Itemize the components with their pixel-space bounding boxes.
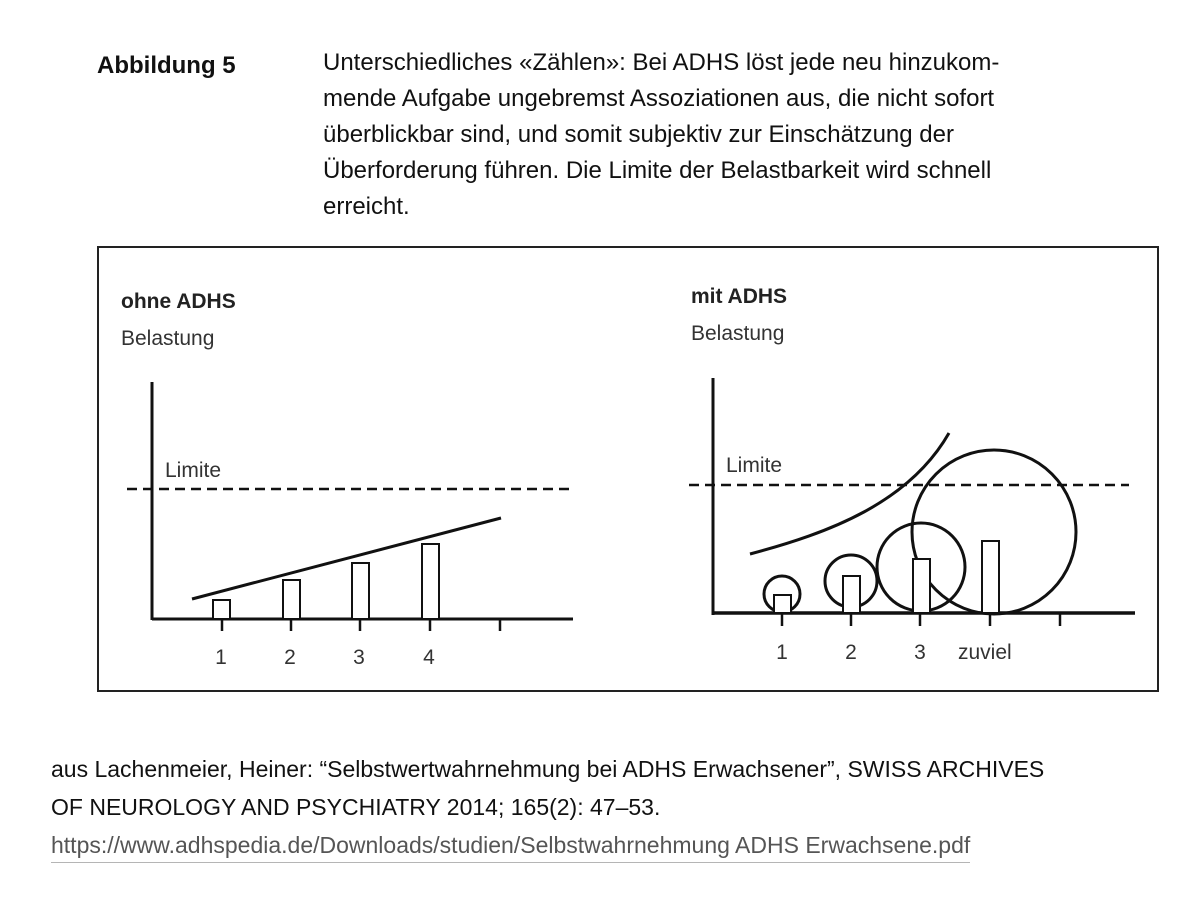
tick-label-1-left: 1 — [215, 646, 227, 669]
source-citation — [51, 750, 1171, 864]
diagram-svg — [99, 248, 1161, 694]
bar-4-right — [982, 541, 999, 613]
caption-line: mende Aufgabe ungebremst Assoziationen aus, die nicht sofort — [323, 85, 995, 112]
tick-label-1-right: 1 — [776, 641, 788, 664]
caption-line: überblickbar sind, und somit subjektiv zur Einschätzung der — [323, 121, 954, 148]
tick-label-zuviel-right: zuviel — [958, 641, 1012, 664]
source-link[interactable]: https://www.adhspedia.de/Downloads/studien/Selbstwahrnehmung ADHS Erwachsene.pdf — [51, 828, 970, 863]
trend-line-left — [192, 518, 501, 599]
caption-line: erreicht. — [323, 193, 410, 220]
panel-title-mit-adhs: mit ADHS — [691, 285, 788, 308]
y-axis-label-right: Belastung — [691, 322, 785, 345]
caption-line: Überforderung führen. Die Limite der Belastbarkeit wird schnell — [323, 157, 992, 184]
bar-1-left — [213, 600, 230, 619]
tick-label-4-left: 4 — [423, 646, 435, 669]
caption-line: Unterschiedliches «Zählen»: Bei ADHS löst jede neu hinzukom- — [323, 49, 1000, 76]
figure-caption — [323, 45, 1153, 225]
limit-label-left: Limite — [165, 459, 222, 482]
bar-1-right — [774, 595, 791, 613]
bar-2-left — [283, 580, 300, 619]
limit-label-right: Limite — [726, 454, 783, 477]
bar-3-right — [913, 559, 930, 613]
panel-mit-adhs — [689, 285, 1135, 664]
association-curve — [750, 433, 949, 554]
tick-label-2-left: 2 — [284, 646, 296, 669]
citation-line: aus Lachenmeier, Heiner: “Selbstwertwahrnehmung bei ADHS Erwachsener”, SWISS ARCHIVES — [51, 756, 1045, 782]
tick-label-3-right: 3 — [914, 641, 926, 664]
bar-3-left — [352, 563, 369, 619]
diagram-frame — [97, 246, 1159, 692]
y-axis-label-left: Belastung — [121, 327, 215, 350]
figure-label: Abbildung 5 — [97, 52, 236, 79]
bar-2-right — [843, 576, 860, 613]
source-link-wrapper — [51, 826, 1171, 864]
panel-title-ohne-adhs: ohne ADHS — [121, 290, 236, 313]
bar-4-left — [422, 544, 439, 619]
tick-label-3-left: 3 — [353, 646, 365, 669]
citation-line: OF NEUROLOGY AND PSYCHIATRY 2014; 165(2): 47–53. — [51, 794, 661, 820]
tick-label-2-right: 2 — [845, 641, 857, 664]
panel-ohne-adhs — [121, 290, 573, 669]
